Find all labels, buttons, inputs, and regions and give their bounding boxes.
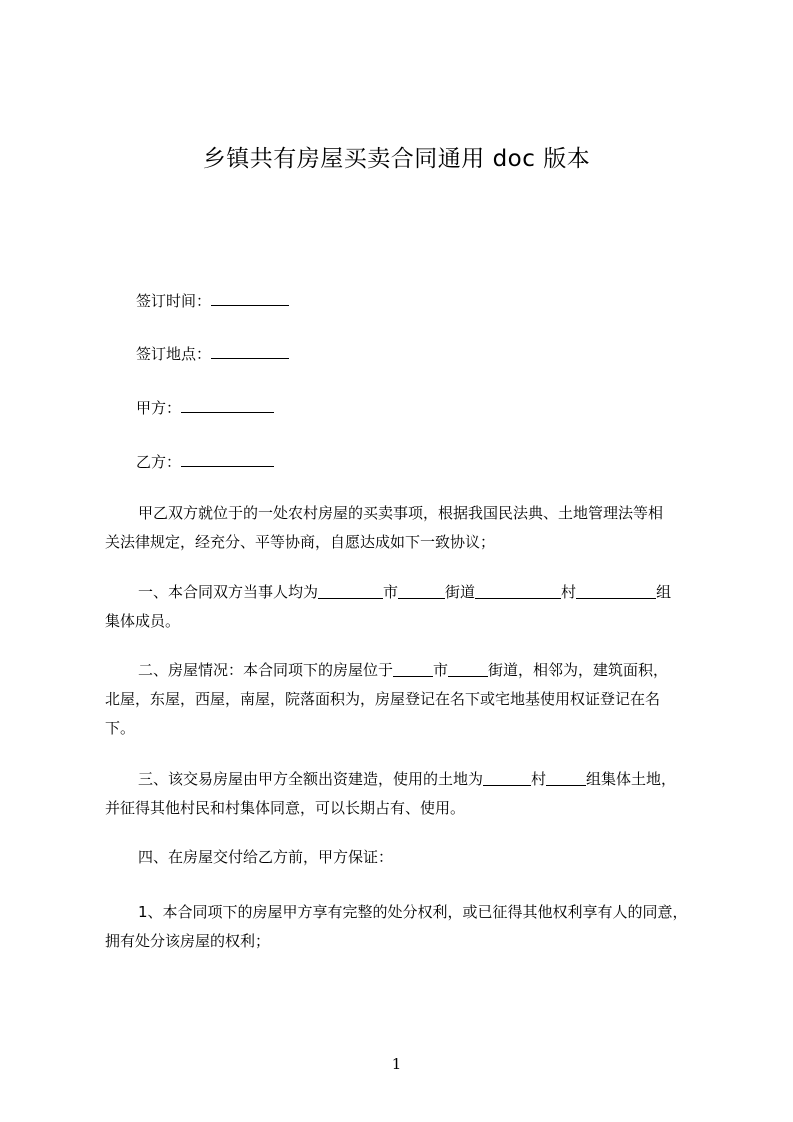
party-b-label: 乙方：	[136, 453, 182, 471]
clause-4	[105, 843, 705, 872]
clause-3-line-2: 并征得其他村民和村集体同意，可以长期占有、使用。	[105, 799, 466, 817]
clause-1-street: 街道	[445, 583, 476, 601]
party-a-line	[136, 398, 274, 418]
clause-2-line-1	[105, 656, 705, 685]
party-b-line	[136, 452, 274, 472]
clause-1-blank-city[interactable]	[318, 583, 383, 599]
clause-1-prefix: 一、本合同双方当事人均为	[138, 583, 319, 601]
clause-1-line-2: 集体成员。	[105, 612, 181, 630]
clause-1-blank-group[interactable]	[576, 583, 656, 599]
intro-line-1: 甲乙双方就位于的一处农村房屋的买卖事项，根据我国民法典、土地管理法等相	[138, 504, 664, 522]
clause-1-city: 市	[383, 583, 399, 601]
clause-2-city: 市	[433, 661, 449, 679]
clause-2-line-3: 下。	[105, 719, 136, 737]
clause-2-blank-city[interactable]	[393, 661, 433, 677]
clause-3	[105, 765, 705, 823]
clause-3-village: 村	[531, 770, 547, 788]
clause-3-rest: 组集体土地，	[586, 770, 677, 788]
clause-2	[105, 656, 705, 743]
clause-2-line-2: 北屋，东屋，西屋，南屋，院落面积为，房屋登记在名下或宅地基使用权证登记在名	[105, 690, 661, 708]
clause-2-blank-street[interactable]	[448, 661, 488, 677]
sign-time-blank[interactable]	[211, 291, 289, 306]
sign-place-line	[136, 344, 289, 364]
intro-line-2: 关法律规定，经充分、平等协商，自愿达成如下一致协议；	[105, 533, 496, 551]
party-b-blank[interactable]	[181, 452, 274, 467]
clause-1-blank-village[interactable]	[475, 583, 561, 599]
clause-1-group: 组	[656, 583, 672, 601]
clause-3-blank-group[interactable]	[546, 770, 586, 786]
party-a-label: 甲方：	[136, 399, 182, 417]
clause-3-prefix: 三、该交易房屋由甲方全额出资建造，使用的土地为	[138, 770, 484, 788]
sign-place-label: 签订地点：	[136, 345, 212, 363]
intro-paragraph	[105, 499, 705, 557]
clause-4-line-1: 四、在房屋交付给乙方前，甲方保证：	[138, 848, 394, 866]
clause-1-village: 村	[561, 583, 577, 601]
sign-place-blank[interactable]	[211, 344, 289, 359]
clause-3-blank-village[interactable]	[483, 770, 531, 786]
clause-4-1-line-2: 拥有处分该房屋的权利；	[105, 932, 271, 950]
clause-1	[105, 578, 705, 636]
clause-4-1-line-1: 1、本合同项下的房屋甲方享有完整的处分权利，或已征得其他权利享有人的同意，	[138, 903, 688, 921]
clause-3-line-1	[105, 765, 705, 794]
clause-1-line-1	[105, 578, 705, 607]
clause-2-prefix: 二、房屋情况：本合同项下的房屋位于	[138, 661, 394, 679]
sign-time-line	[136, 291, 289, 311]
party-a-blank[interactable]	[181, 398, 274, 413]
page-number: 1	[391, 1055, 402, 1073]
sign-time-label: 签订时间：	[136, 292, 212, 310]
clause-4-1	[105, 898, 705, 956]
clause-2-street-rest: 街道，相邻为，建筑面积，	[488, 661, 669, 679]
document-title: 乡镇共有房屋买卖合同通用 doc 版本	[202, 146, 591, 172]
clause-1-blank-street[interactable]	[398, 583, 445, 599]
